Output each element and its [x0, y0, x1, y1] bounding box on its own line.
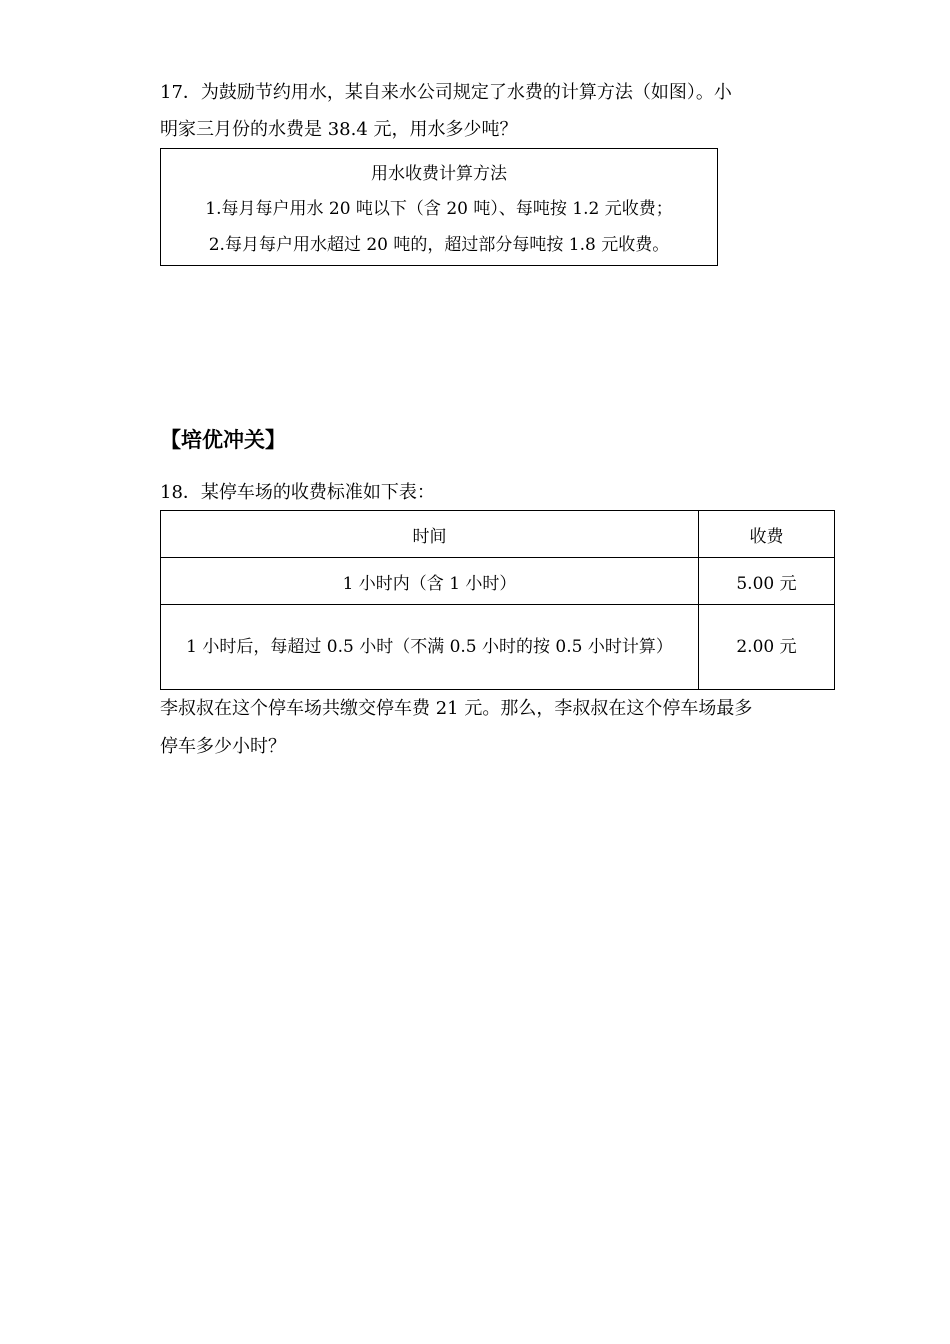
- section-heading: 【培优冲关】: [160, 428, 286, 452]
- q18-intro: 18．某停车场的收费标准如下表：: [160, 482, 435, 503]
- header-cell-time: 时间: [161, 511, 699, 558]
- table-header-row: [161, 511, 835, 558]
- table-row: [161, 558, 835, 605]
- water-fee-rule-2: 2.每月每户用水超过 20 吨的，超过部分每吨按 1.8 元收费。: [208, 235, 670, 255]
- q17-text-line2: 明家三月份的水费是 38.4 元，用水多少吨？: [160, 119, 518, 140]
- q18-text-line2: 停车多少小时？: [160, 736, 286, 757]
- water-fee-rules-box: [160, 148, 718, 266]
- cell-time: 1 小时后，每超过 0.5 小时（不满 0.5 小时的按 0.5 小时计算）: [161, 605, 699, 690]
- parking-fee-table: [160, 510, 835, 690]
- q18-text-line1: 李叔叔在这个停车场共缴交停车费 21 元。那么，李叔叔在这个停车场最多: [160, 698, 753, 719]
- water-fee-rule-1: 1.每月每户用水 20 吨以下（含 20 吨）、每吨按 1.2 元收费；: [205, 199, 673, 219]
- cell-time: 1 小时内（含 1 小时）: [161, 558, 699, 605]
- water-fee-rules-title: 用水收费计算方法: [371, 164, 507, 184]
- table-row: [161, 605, 835, 690]
- q17-text-line1: 17．为鼓励节约用水，某自来水公司规定了水费的计算方法（如图）。小: [160, 82, 732, 103]
- cell-fee: 2.00 元: [699, 605, 835, 690]
- cell-fee: 5.00 元: [699, 558, 835, 605]
- header-cell-fee: 收费: [699, 511, 835, 558]
